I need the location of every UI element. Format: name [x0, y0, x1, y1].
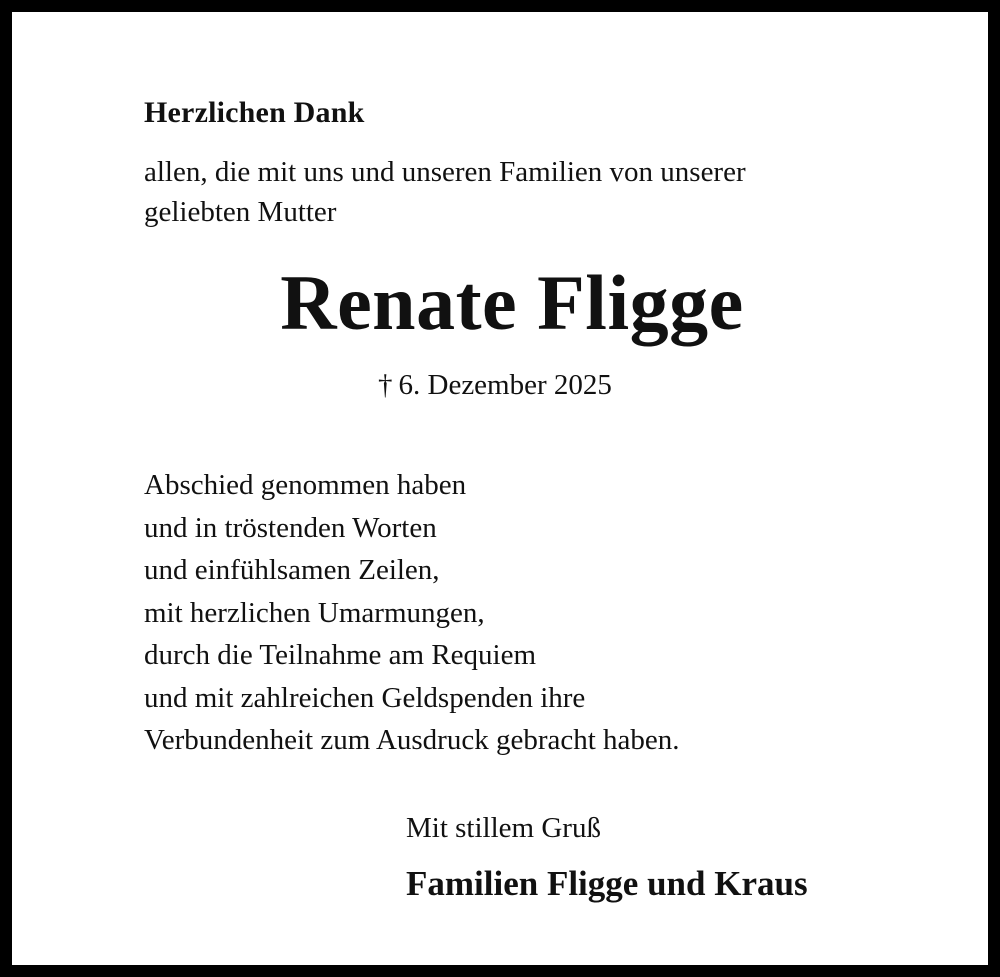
body-line: durch die Teilnahme am Requiem — [144, 639, 537, 671]
body-line: Verbundenheit zum Ausdruck gebracht haben. — [144, 724, 680, 756]
signature: Familien Fligge und Kraus — [406, 864, 808, 903]
intro-line: geliebten Mutter — [144, 196, 337, 228]
body-line: und in tröstenden Worten — [144, 511, 437, 544]
notice-heading: Herzlichen Dank — [144, 96, 365, 129]
deceased-name: Renate Fligge — [280, 259, 744, 346]
body-line: Abschied genommen haben — [144, 469, 467, 501]
closing-greeting: Mit stillem Gruß — [406, 812, 601, 844]
intro-text — [144, 152, 746, 232]
body-line: mit herzlichen Umarmungen, — [144, 596, 485, 629]
death-date-line — [378, 369, 612, 402]
cross-icon: † — [378, 369, 393, 401]
body-line: und einfühlsamen Zeilen, — [144, 554, 440, 586]
body-text — [144, 464, 680, 762]
body-line: und mit zahlreichen Geldspenden ihre — [144, 681, 586, 714]
death-date: 6. Dezember 2025 — [398, 369, 612, 401]
intro-line: allen, die mit uns und unseren Familien von unserer — [144, 156, 746, 188]
